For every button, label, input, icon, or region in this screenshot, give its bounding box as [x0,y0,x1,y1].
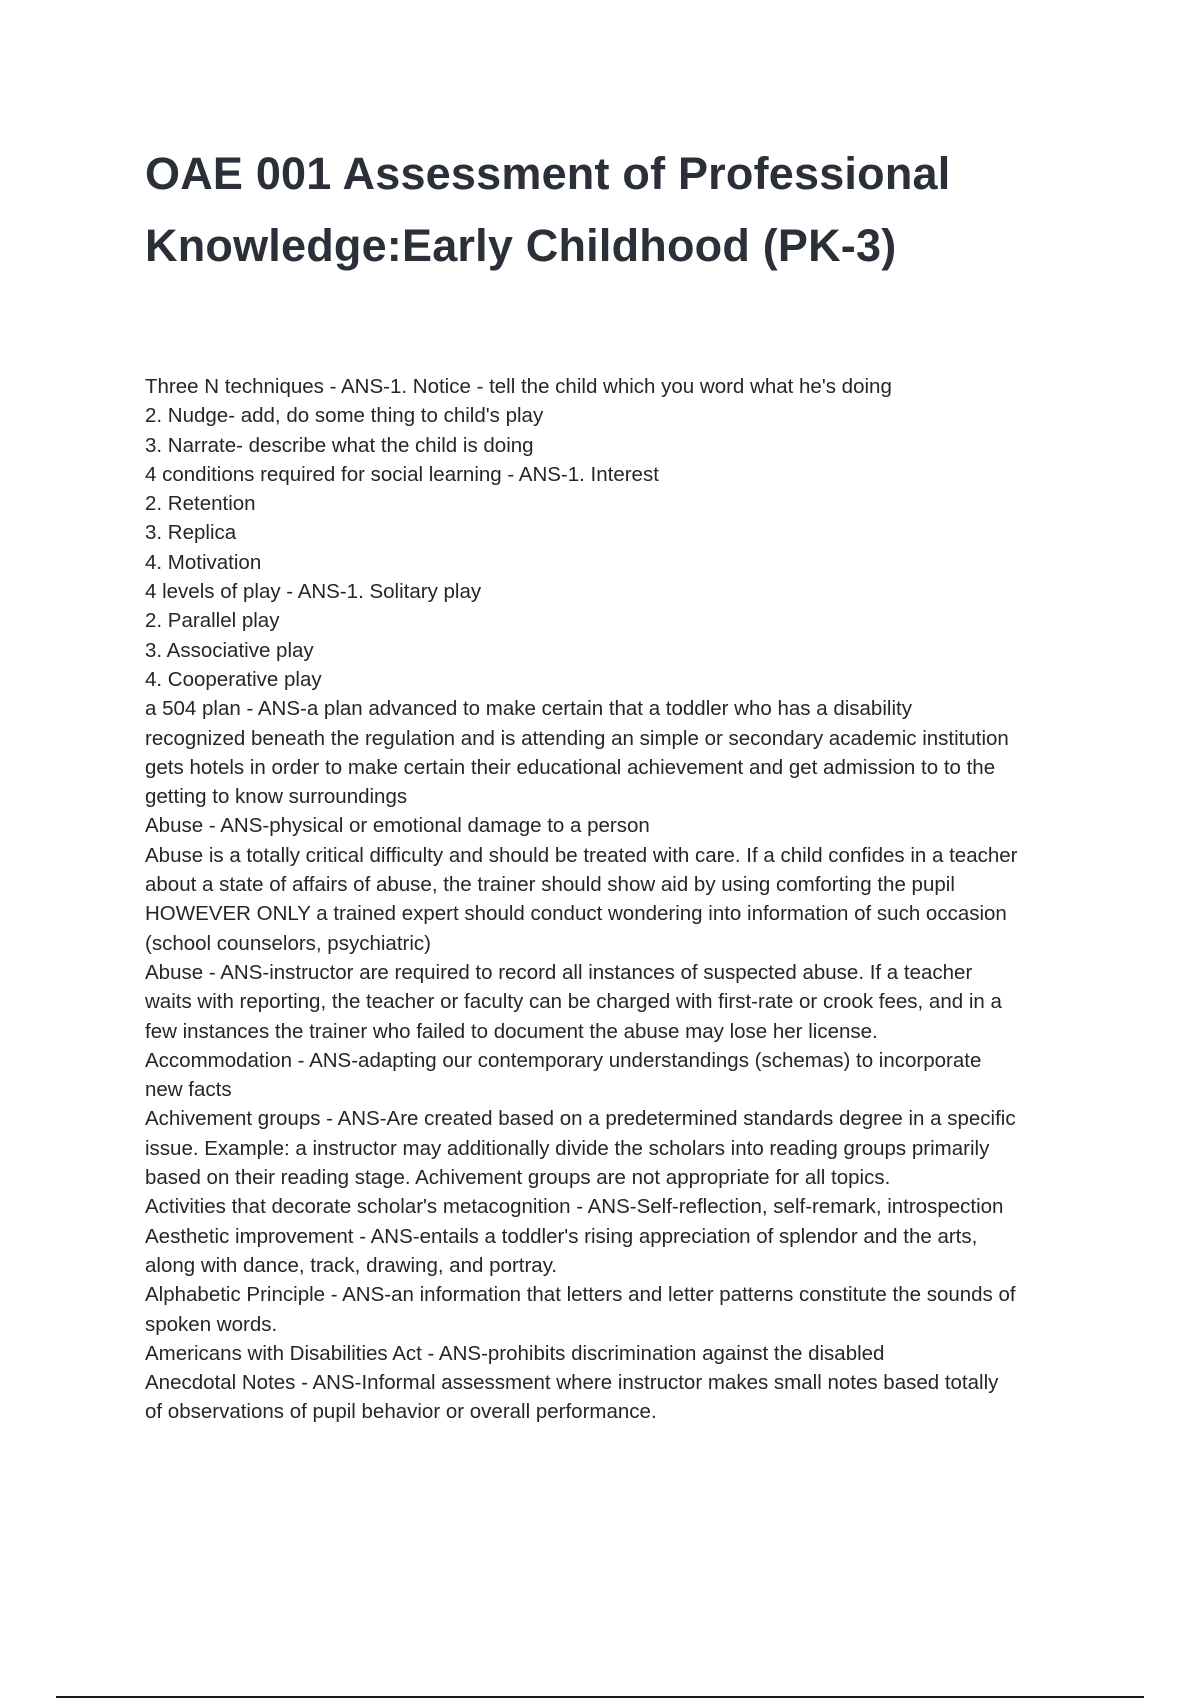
footer-divider [56,1696,1144,1698]
body-line: HOWEVER ONLY a trained expert should conduct wondering into information of such occasion [145,902,1007,926]
body-line: new facts [145,1078,232,1102]
body-line: Achivement groups - ANS-Are created based on a predetermined standards degree in a specific [145,1107,1016,1131]
body-line: along with dance, track, drawing, and portray. [145,1253,558,1277]
body-line: gets hotels in order to make certain their educational achievement and get admission to to the [145,755,996,779]
body-line: 4. Cooperative play [145,667,322,691]
body-line: getting to know surroundings [145,785,408,809]
body-line: Abuse - ANS-instructor are required to record all instances of suspected abuse. If a teacher [145,960,973,984]
body-line: Activities that decorate scholar's metacognition - ANS-Self-reflection, self-remark, introspection [145,1195,1004,1219]
body-line: Alphabetic Principle - ANS-an information that letters and letter patterns constitute the sounds of [145,1283,1016,1307]
body-line: waits with reporting, the teacher or faculty can be charged with first-rate or crook fees, and in a [145,990,1002,1014]
body-line: Abuse is a totally critical difficulty and should be treated with care. If a child confides in a teacher [145,843,1018,867]
body-line: spoken words. [145,1312,278,1336]
body-line: 3. Associative play [145,638,314,662]
body-line: recognized beneath the regulation and is attending an simple or secondary academic institution [145,726,1009,750]
body-line: Accommodation - ANS-adapting our contemporary understandings (schemas) to incorporate [145,1048,982,1072]
title-line-1: OAE 001 Assessment of Professional [145,148,951,199]
body-line: issue. Example: a instructor may additionally divide the scholars into reading groups primarily [145,1136,990,1160]
body-line: 2. Retention [145,492,256,516]
body-line: Americans with Disabilities Act - ANS-prohibits discrimination against the disabled [145,1341,885,1365]
body-line: Abuse - ANS-physical or emotional damage to a person [145,814,650,838]
document-body [145,372,1105,1427]
body-line: 3. Replica [145,521,237,545]
body-line: 4 levels of play - ANS-1. Solitary play [145,580,482,604]
body-line: 2. Nudge- add, do some thing to child's play [145,404,544,428]
body-line: 4 conditions required for social learning - ANS-1. Interest [145,462,659,486]
body-line: 4. Motivation [145,550,262,574]
body-line: a 504 plan - ANS-a plan advanced to make certain that a toddler who has a disability [145,697,912,721]
body-line: Three N techniques - ANS-1. Notice - tell the child which you word what he's doing [145,375,892,398]
body-line: of observations of pupil behavior or overall performance. [145,1400,657,1424]
body-line: 2. Parallel play [145,609,280,633]
body-line: few instances the trainer who failed to document the abuse may lose her license. [145,1019,878,1043]
body-line: based on their reading stage. Achivement groups are not appropriate for all topics. [145,1166,891,1190]
body-line: about a state of affairs of abuse, the trainer should show aid by using comforting the pupil [145,873,955,897]
title-line-2: Knowledge:Early Childhood (PK-3) [145,220,897,271]
document-title [145,138,1105,282]
body-line: (school counselors, psychiatric) [145,931,431,955]
body-line: Aesthetic improvement - ANS-entails a toddler's rising appreciation of splendor and the arts, [145,1224,978,1248]
body-line: 3. Narrate- describe what the child is doing [145,433,534,457]
body-line: Anecdotal Notes - ANS-Informal assessment where instructor makes small notes based totally [145,1371,999,1395]
